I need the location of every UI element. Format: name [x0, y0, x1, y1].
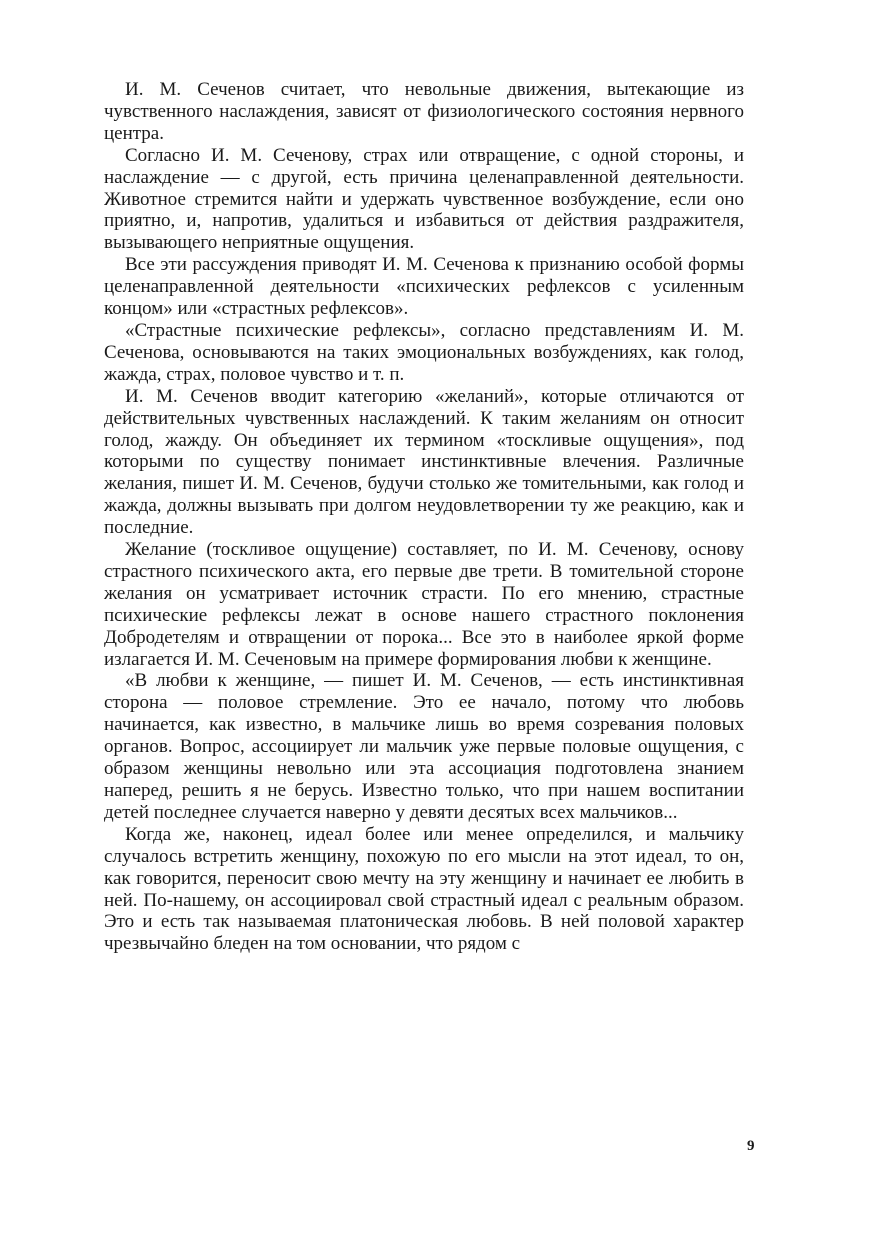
page-number: 9: [747, 1138, 755, 1154]
paragraph-6: Желание (тоскливое ощущение) составляет, по И. М. Сеченову, основу страстного психического акта, его первые две трети. В томительной стороне желания он усматривает источник страсти. По его мнению, страстные психические рефлексы лежат в основе нашего страстного поклонения Добродетелям и отвращении от порока... Все это в наиболее яркой форме излагается И. М. Сеченовым на примере формирования любви к женщине.: [104, 539, 744, 670]
paragraph-7: «В любви к женщине, — пишет И. М. Сеченов, — есть инстинктивная сторона — половое стремление. Это ее начало, потому что любовь начинается, как известно, в мальчике лишь во время созревания половых органов. Вопрос, ассоциирует ли мальчик уже первые половые ощущения, с образом женщины невольно или эта ассоциация подготовлена знанием наперед, решить я не берусь. Известно только, что при нашем воспитании детей последнее случается наверно у девяти десятых всех мальчиков...: [104, 670, 744, 823]
paragraph-2: Согласно И. М. Сеченову, страх или отвращение, с одной стороны, и наслаждение — с другой, есть причина целенаправленной деятельности. Животное стремится найти и удержать чувственное возбуждение, если оно приятно, и, напротив, удалиться и избавиться от действия раздражителя, вызывающего неприятные ощущения.: [104, 144, 744, 254]
paragraph-3: Все эти рассуждения приводят И. М. Сеченова к признанию особой формы целенаправленной деятельности «психических рефлексов с усиленным концом» или «страстных рефлексов».: [104, 254, 744, 320]
paragraph-8: Когда же, наконец, идеал более или менее определился, и мальчику случалось встретить женщину, похожую по его мысли на этот идеал, то он, как говорится, переносит свою мечту на эту женщину и начинает ее любить в ней. По-нашему, он ассоциировал свой страстный идеал с реальным образом. Это и есть так называемая платоническая любовь. В ней половой характер чрезвычайно бледен на том основании, что рядом с: [104, 823, 744, 955]
paragraph-5: И. М. Сеченов вводит категорию «желаний», которые отличаются от действительных чувственных наслаждений. К таким желаниям он относит голод, жажду. Он объединяет их термином «тоскливые ощущения», под которыми по существу понимает инстинктивные влечения. Различные желания, пишет И. М. Сеченов, будучи столько же томительными, как голод и жажда, должны вызывать при долгом неудовлетворении ту же реакцию, как и последние.: [104, 385, 744, 539]
body-text: [104, 79, 744, 955]
paragraph-4: «Страстные психические рефлексы», согласно представлениям И. М. Сеченова, основываются на таких эмоциональных возбуждениях, как голод, жажда, страх, половое чувство и т. п.: [104, 319, 744, 385]
paragraph-1: И. М. Сеченов считает, что невольные движения, вытекающие из чувственного наслаждения, зависят от физиологического состояния нервного центра.: [104, 79, 744, 144]
